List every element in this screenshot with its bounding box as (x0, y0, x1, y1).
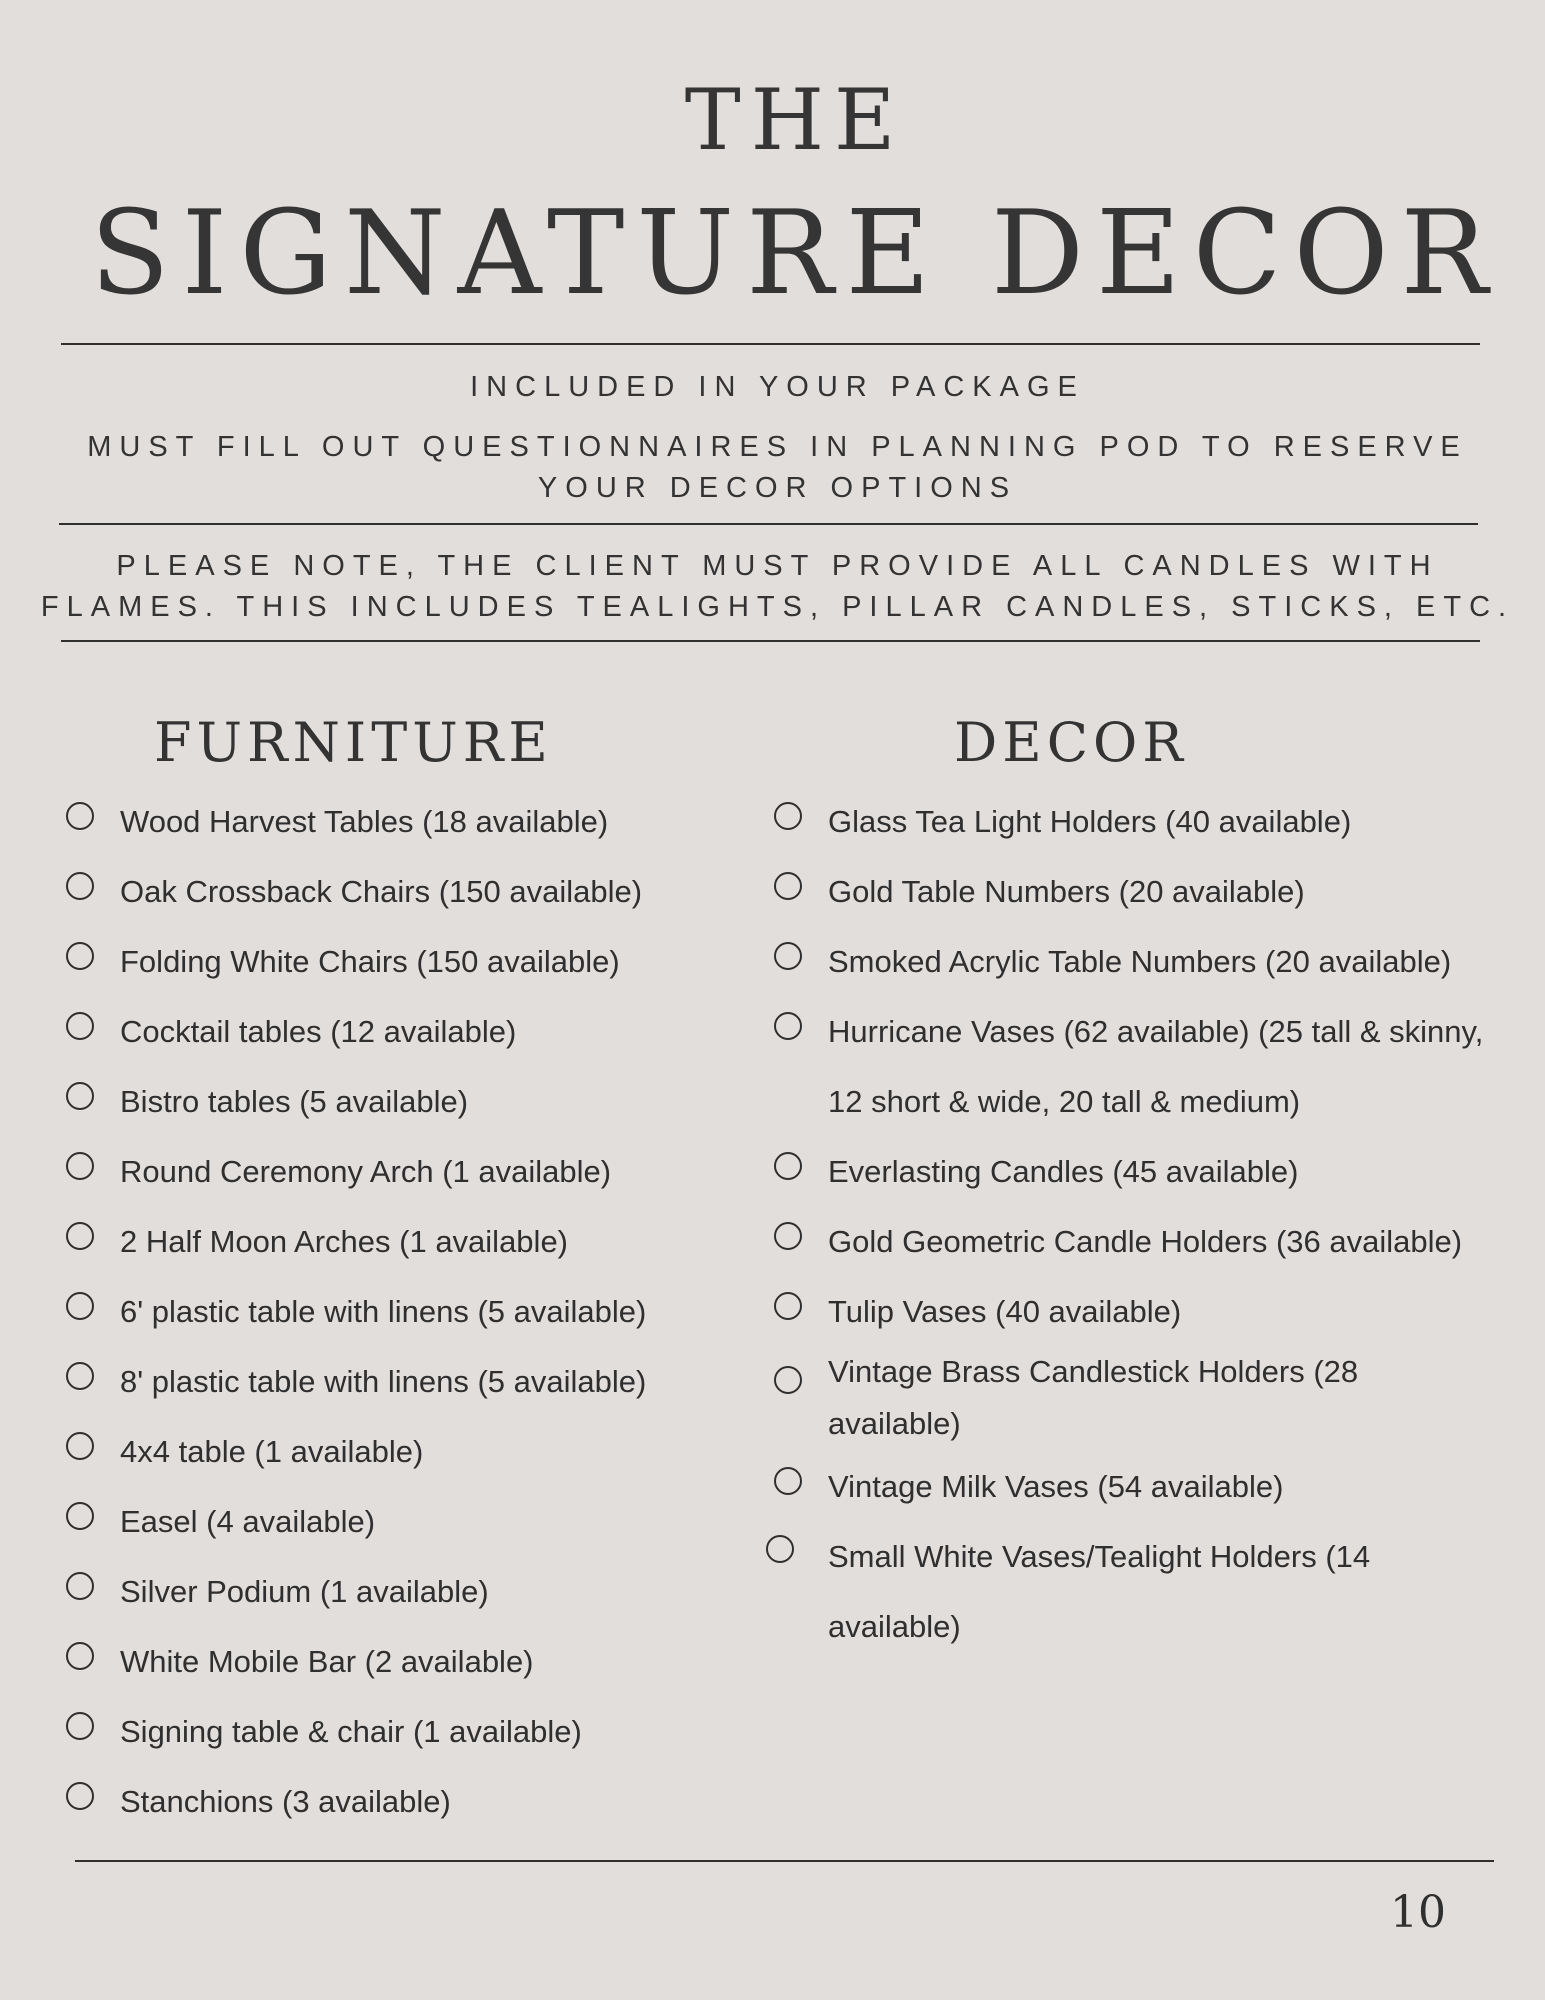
page-title: SIGNATURE DECOR (90, 186, 1500, 321)
checkbox-circle-icon[interactable] (66, 1432, 94, 1460)
decor-item-label: Vintage Milk Vases (54 available) (828, 1469, 1284, 1504)
decor-item-label: Smoked Acrylic Table Numbers (20 available) (828, 944, 1452, 979)
decor-item-label: Small White Vases/Tealight Holders (14 (828, 1539, 1371, 1574)
note-line-1: PLEASE NOTE, THE CLIENT MUST PROVIDE ALL CANDLES WITH (116, 550, 1439, 582)
divider-bottom (75, 1860, 1494, 1862)
checkbox-circle-icon[interactable] (66, 1782, 94, 1810)
furniture-item-label: Folding White Chairs (150 available) (120, 944, 620, 979)
checkbox-circle-icon[interactable] (774, 1292, 802, 1320)
checkbox-circle-icon[interactable] (66, 1572, 94, 1600)
checkbox-circle-icon[interactable] (66, 1642, 94, 1670)
furniture-item-label: Cocktail tables (12 available) (120, 1014, 517, 1049)
note-line-2: FLAMES. THIS INCLUDES TEALIGHTS, PILLAR CANDLES, STICKS, ETC. (40, 591, 1515, 623)
furniture-item-label: 4x4 table (1 available) (120, 1434, 424, 1469)
decor-item-label: Tulip Vases (40 available) (828, 1294, 1182, 1329)
decor-item-label: available) (828, 1609, 961, 1644)
decor-item-label: Vintage Brass Candlestick Holders (28 (828, 1354, 1359, 1389)
checkbox-circle-icon[interactable] (66, 1082, 94, 1110)
checkbox-circle-icon[interactable] (66, 802, 94, 830)
furniture-item-label: 6' plastic table with linens (5 available) (120, 1294, 647, 1329)
instruction-line-1: MUST FILL OUT QUESTIONNAIRES IN PLANNING POD TO RESERVE (87, 431, 1468, 463)
furniture-item-label: Bistro tables (5 available) (120, 1084, 469, 1119)
checkbox-circle-icon[interactable] (66, 1152, 94, 1180)
checkbox-circle-icon[interactable] (774, 1012, 802, 1040)
checkbox-circle-icon[interactable] (66, 1502, 94, 1530)
furniture-item-label: Easel (4 available) (120, 1504, 376, 1539)
furniture-item-label: Silver Podium (1 available) (120, 1574, 489, 1609)
decor-item-label: 12 short & wide, 20 tall & medium) (828, 1084, 1301, 1119)
decor-item-label: available) (828, 1406, 961, 1441)
decor-item-label: Everlasting Candles (45 available) (828, 1154, 1299, 1189)
furniture-item-label: Oak Crossback Chairs (150 available) (120, 874, 643, 909)
decor-item-label: Hurricane Vases (62 available) (25 tall & skinny, (828, 1014, 1484, 1049)
divider-top (61, 343, 1480, 345)
checkbox-circle-icon[interactable] (66, 1292, 94, 1320)
checkbox-circle-icon[interactable] (774, 1152, 802, 1180)
checkbox-circle-icon[interactable] (774, 1366, 802, 1394)
furniture-item-label: 8' plastic table with linens (5 available) (120, 1364, 647, 1399)
checkbox-circle-icon[interactable] (66, 1222, 94, 1250)
furniture-item-label: Wood Harvest Tables (18 available) (120, 804, 609, 839)
furniture-item-label: Signing table & chair (1 available) (120, 1714, 582, 1749)
decor-item-label: Gold Table Numbers (20 available) (828, 874, 1305, 909)
checkbox-circle-icon[interactable] (774, 942, 802, 970)
instruction-line-2: YOUR DECOR OPTIONS (537, 472, 1018, 504)
checkbox-circle-icon[interactable] (66, 1712, 94, 1740)
furniture-title: FURNITURE (154, 711, 553, 774)
checkbox-circle-icon[interactable] (774, 872, 802, 900)
furniture-item-label: 2 Half Moon Arches (1 available) (120, 1224, 569, 1259)
page-number: 10 (1390, 1887, 1446, 1938)
checkbox-circle-icon[interactable] (66, 1362, 94, 1390)
checkbox-circle-icon[interactable] (774, 802, 802, 830)
decor-title: DECOR (954, 711, 1188, 774)
furniture-item-label: Stanchions (3 available) (120, 1784, 451, 1819)
checkbox-circle-icon[interactable] (766, 1535, 794, 1563)
title-the: THE (684, 71, 906, 169)
decor-item-label: Glass Tea Light Holders (40 available) (828, 804, 1352, 839)
checkbox-circle-icon[interactable] (66, 872, 94, 900)
checkbox-circle-icon[interactable] (774, 1467, 802, 1495)
divider-lower (61, 640, 1480, 642)
furniture-item-label: White Mobile Bar (2 available) (120, 1644, 534, 1679)
decor-item-label: Gold Geometric Candle Holders (36 available) (828, 1224, 1463, 1259)
checkbox-circle-icon[interactable] (774, 1222, 802, 1250)
checkbox-circle-icon[interactable] (66, 1012, 94, 1040)
checkbox-circle-icon[interactable] (66, 942, 94, 970)
divider-middle (59, 523, 1478, 525)
package-subtitle: INCLUDED IN YOUR PACKAGE (470, 371, 1085, 403)
furniture-item-label: Round Ceremony Arch (1 available) (120, 1154, 612, 1189)
